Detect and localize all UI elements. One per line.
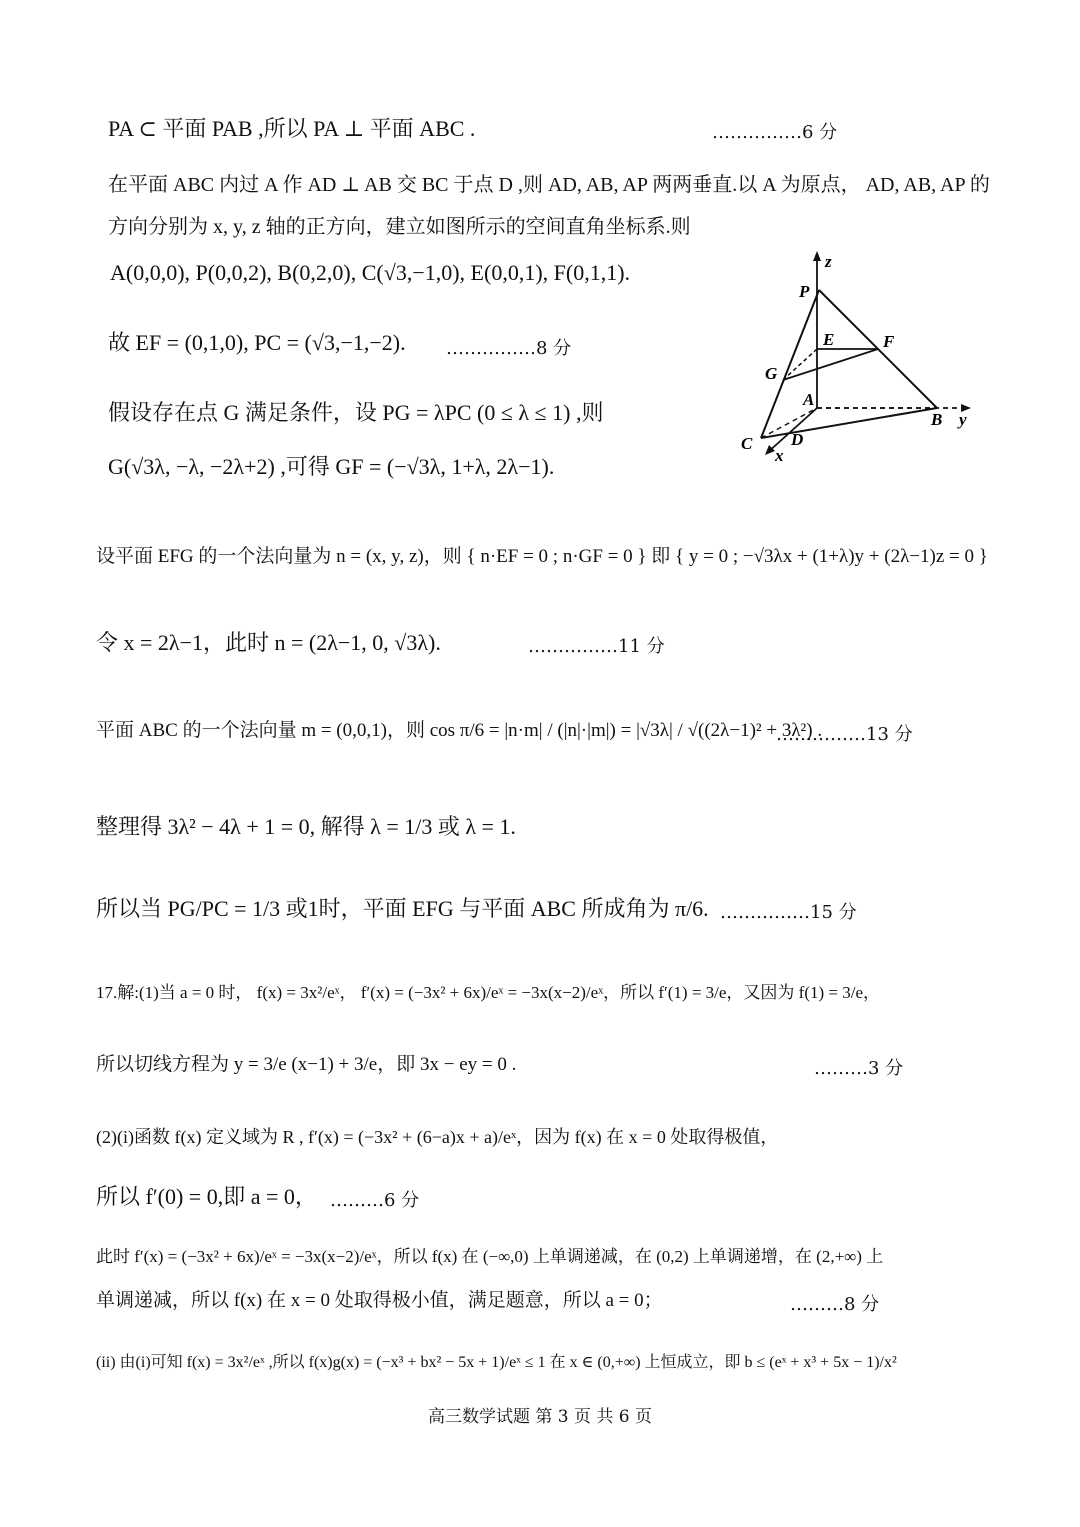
score-6-a: ……………6 分 bbox=[712, 122, 838, 143]
line-6: 假设存在点 G 满足条件，设 PG = λPC (0 ≤ λ ≤ 1) ,则 bbox=[108, 400, 604, 425]
line-12: 所以当 PG/PC = 1/3 或1时，平面 EFG 与平面 ABC 所成角为 π/6. bbox=[96, 896, 709, 921]
score-8-b: ………8 分 bbox=[790, 1294, 880, 1315]
score-11: ……………11 分 bbox=[528, 636, 665, 657]
line-14: 所以切线方程为 y = 3/e (x−1) + 3/e，即 3x − ey = 0 . bbox=[96, 1054, 517, 1075]
line-9: 令 x = 2λ−1，此时 n = (2λ−1, 0, √3λ). bbox=[96, 630, 441, 655]
label-f: F bbox=[883, 332, 895, 351]
line-3: 方向分别为 x, y, z 轴的正方向，建立如图所示的空间直角坐标系.则 bbox=[108, 216, 691, 238]
page-footer: 高三数学试题 第 3 页 共 6 页 bbox=[427, 1407, 653, 1427]
line-1: PA ⊂ 平面 PAB ,所以 PA ⊥ 平面 ABC . bbox=[108, 116, 476, 141]
label-c: C bbox=[741, 434, 753, 453]
line-19: (ii) 由(i)可知 f(x) = 3x²/eˣ ,所以 f(x)g(x) = (−x³ + bx² − 5x + 1)/eˣ ≤ 1 在 x ∈ (0,+∞) 上恒成立，即 b ≤ (eˣ + x³ + 5x − 1)/x² bbox=[96, 1354, 897, 1371]
label-p: P bbox=[799, 282, 810, 301]
line-4: A(0,0,0), P(0,0,2), B(0,2,0), C(√3,−1,0), E(0,0,1), F(0,1,1). bbox=[110, 260, 631, 285]
label-d: D bbox=[791, 430, 804, 449]
label-e: E bbox=[823, 330, 835, 349]
label-x: x bbox=[775, 446, 784, 465]
score-8-a: ……………8 分 bbox=[446, 338, 572, 359]
line-2: 在平面 ABC 内过 A 作 AD ⊥ AB 交 BC 于点 D ,则 AD, AB, AP 两两垂直.以 A 为原点， AD, AB, AP 的 bbox=[108, 174, 990, 196]
score-6-b: ………6 分 bbox=[330, 1190, 420, 1211]
score-15: ……………15 分 bbox=[720, 902, 857, 923]
label-y: y bbox=[959, 410, 967, 429]
score-13: ……………13 分 bbox=[776, 724, 913, 745]
line-10: 平面 ABC 的一个法向量 m = (0,0,1)，则 cos π/6 = |n·m| / (|n|·|m|) = |√3λ| / √((2λ−1)² + 3λ²) . bbox=[96, 720, 823, 741]
score-3: ………3 分 bbox=[814, 1058, 904, 1079]
line-18: 单调递减，所以 f(x) 在 x = 0 处取得极小值，满足题意，所以 a = 0； bbox=[96, 1290, 663, 1311]
line-5: 故 EF = (0,1,0), PC = (√3,−1,−2). bbox=[108, 330, 406, 355]
label-b: B bbox=[931, 410, 943, 429]
label-a: A bbox=[803, 390, 815, 409]
edge-cb bbox=[761, 408, 937, 438]
line-8: 设平面 EFG 的一个法向量为 n = (x, y, z)，则 { n·EF = 0 ; n·GF = 0 } 即 { y = 0 ; −√3λx + (1+λ)y + (2λ−1)z = 0 } bbox=[96, 546, 988, 567]
coordinate-figure bbox=[735, 245, 975, 465]
line-17: 此时 f′(x) = (−3x² + 6x)/eˣ = −3x(x−2)/eˣ，所以 f(x) 在 (−∞,0) 上单调递减，在 (0,2) 上单调递增，在 (2,+∞) 上 bbox=[96, 1247, 884, 1266]
line-15: (2)(i)函数 f(x) 定义域为 R , f′(x) = (−3x² + (6−a)x + a)/eˣ，因为 f(x) 在 x = 0 处取得极值， bbox=[96, 1127, 779, 1147]
segment-gf bbox=[783, 349, 878, 380]
z-arrow bbox=[813, 251, 821, 261]
label-z: z bbox=[825, 252, 832, 271]
line-11: 整理得 3λ² − 4λ + 1 = 0, 解得 λ = 1/3 或 λ = 1. bbox=[96, 814, 516, 839]
label-g: G bbox=[765, 364, 778, 383]
line-13: 17.解:(1)当 a = 0 时， f(x) = 3x²/eˣ， f′(x) = (−3x² + 6x)/eˣ = −3x(x−2)/eˣ，所以 f′(1) = 3/e，又因为 f(1) = 3/e， bbox=[96, 983, 881, 1002]
line-7: G(√3λ, −λ, −2λ+2) ,可得 GF = (−√3λ, 1+λ, 2λ−1). bbox=[108, 454, 555, 479]
line-16: 所以 f′(0) = 0,即 a = 0， bbox=[96, 1184, 317, 1209]
